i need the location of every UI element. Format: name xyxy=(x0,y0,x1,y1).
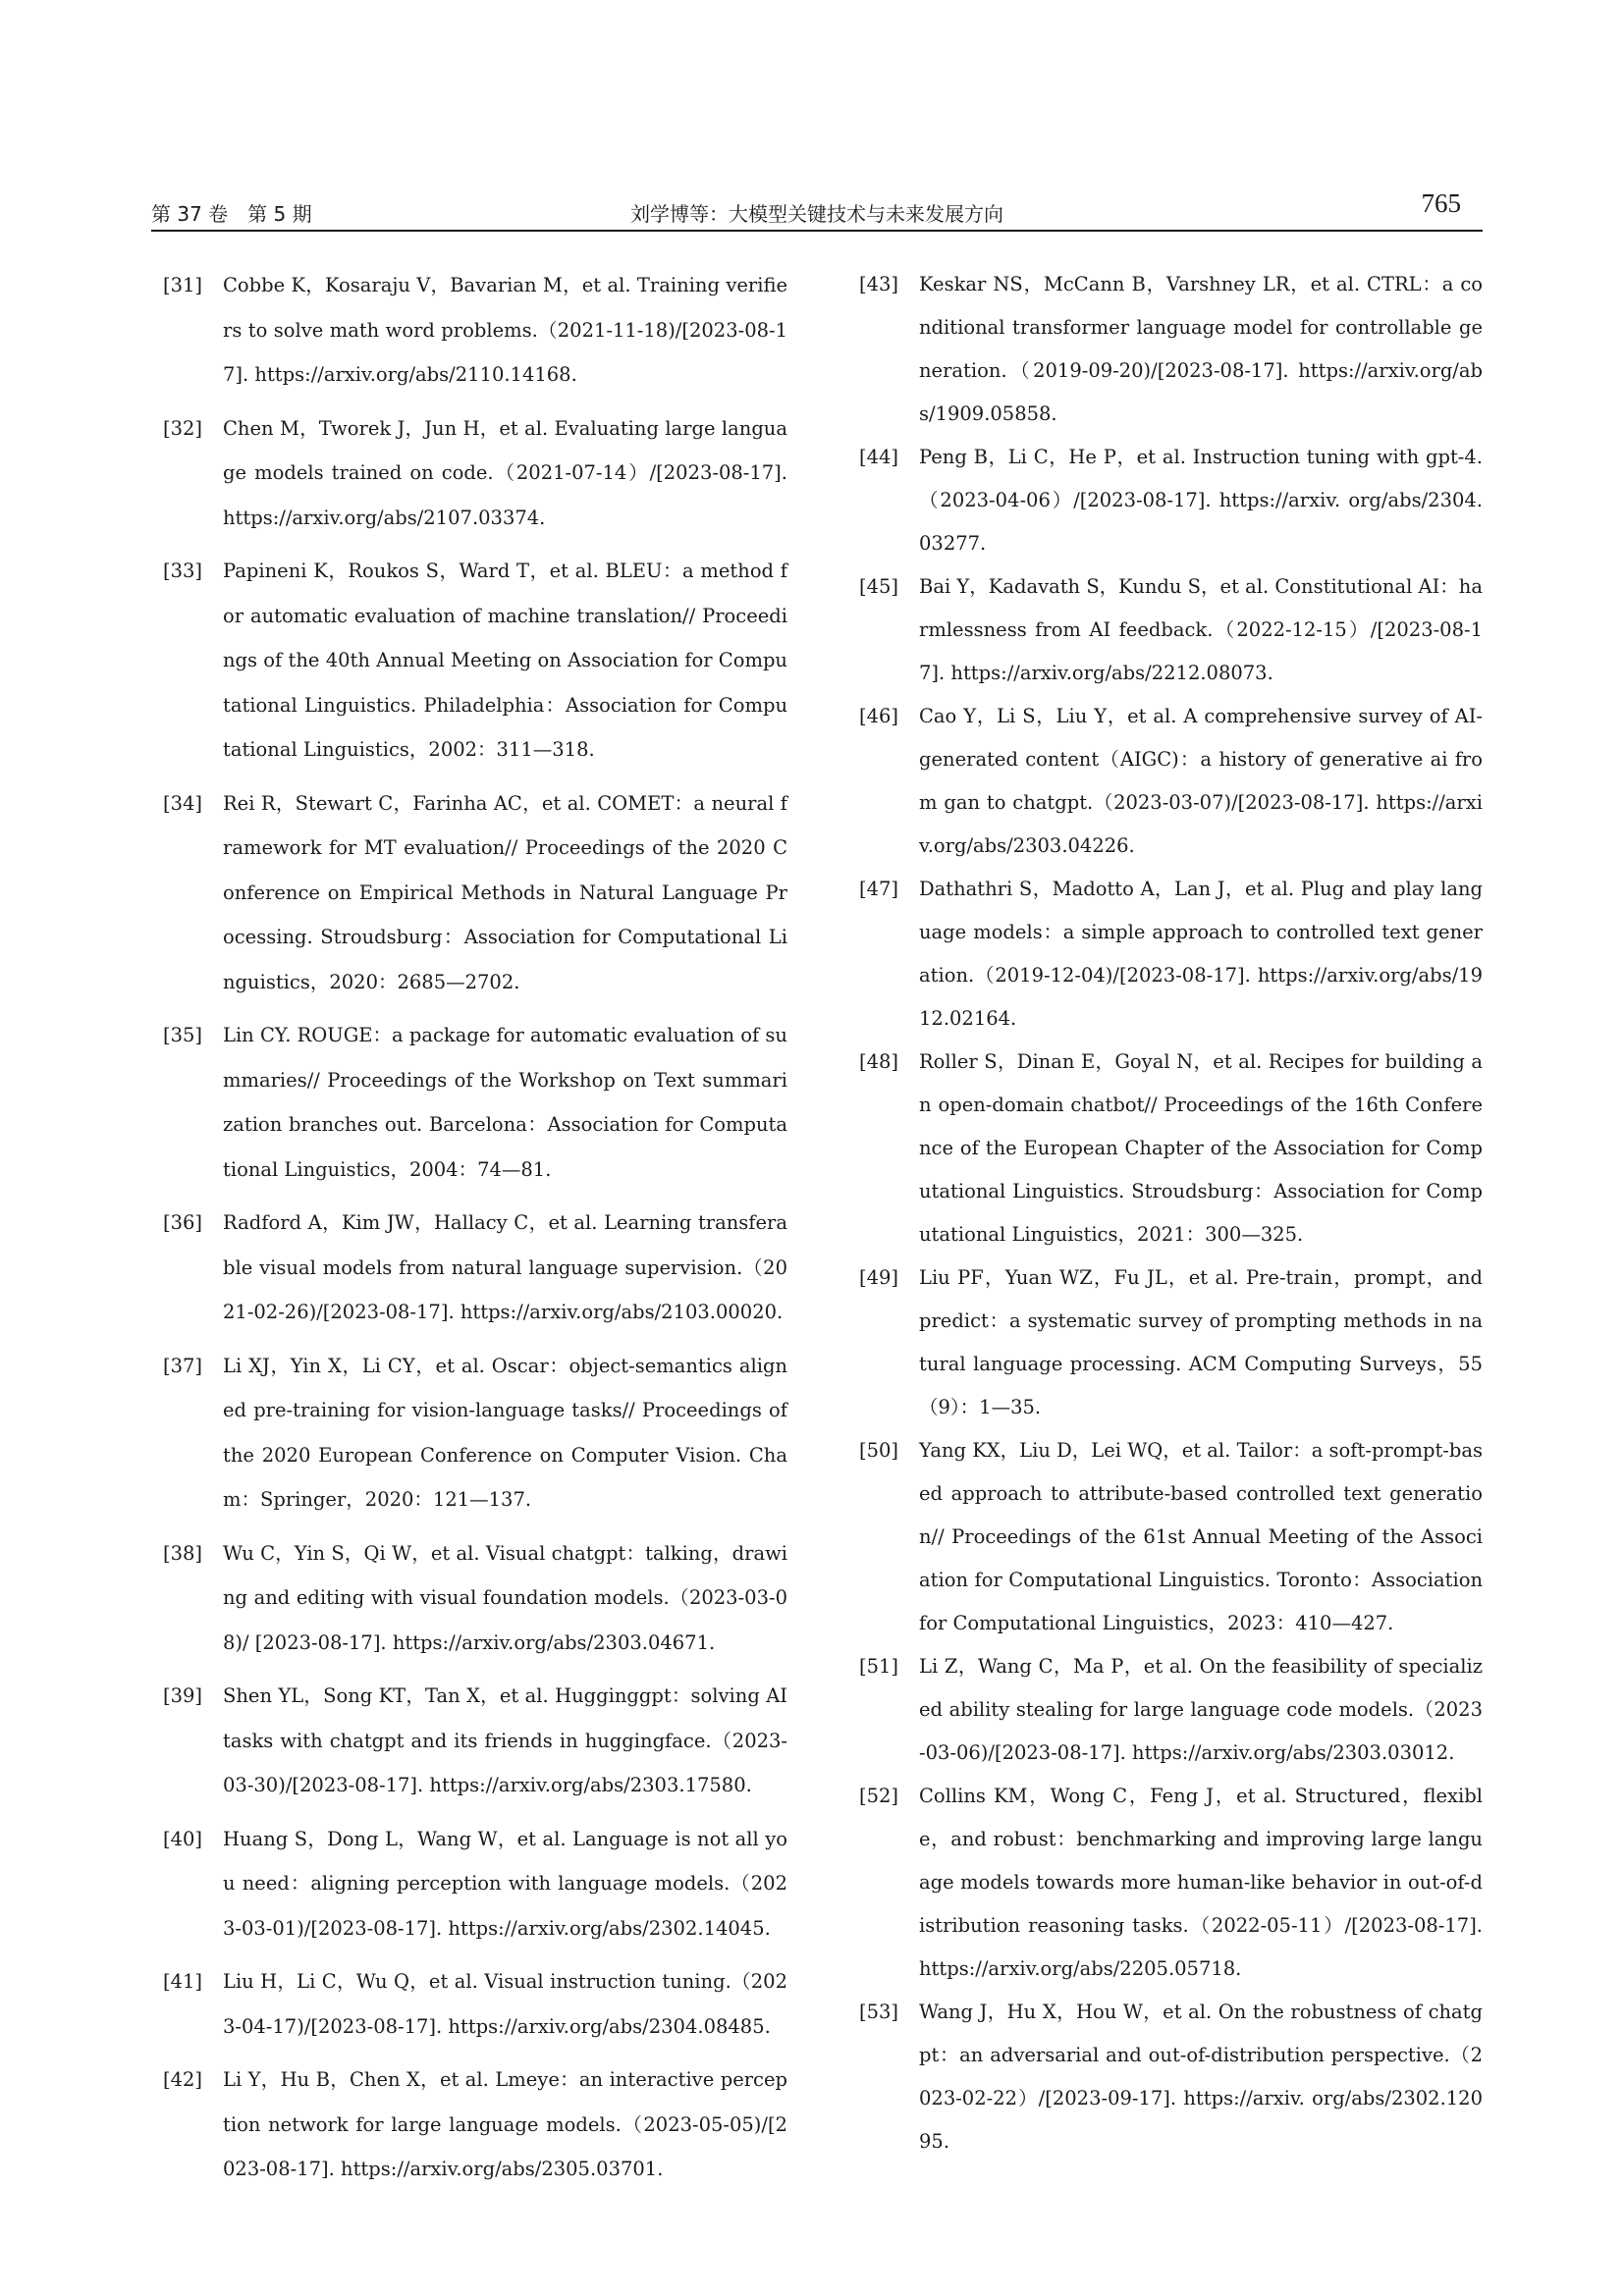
reference-item xyxy=(163,549,787,773)
reference-item xyxy=(859,695,1483,868)
reference-number: [39] xyxy=(163,1684,203,1707)
reference-item xyxy=(859,1645,1483,1775)
reference-item xyxy=(163,1531,787,1666)
reference-number: [45] xyxy=(859,575,899,598)
reference-number: [46] xyxy=(859,705,899,727)
reference-item xyxy=(163,781,787,1005)
reference-number: [42] xyxy=(163,2068,203,2091)
reference-item xyxy=(859,565,1483,695)
reference-text: Rei R，Stewart C，Farinha AC，et al. COMET：a neural framework for MT evaluation// Proceedings of the 2020 Conference on Empirical Methods in Natural Language Processing. Stroudsburg：Association for Computational Linguistics，2020：2685—2702. xyxy=(223,791,787,993)
reference-item xyxy=(859,1041,1483,1256)
page-number: 765 xyxy=(1421,188,1461,218)
reference-text: Collins KM，Wong C，Feng J，et al. Structured，flexible，and robust：benchmarking and improving large language models towards more human-like behavior in out-of-distribution reasoning tasks.（2022-05-11）/[2023-08-17]. https://arxiv.org/abs/2205.05718. xyxy=(919,1785,1483,1980)
reference-text: Wu C，Yin S，Qi W，et al. Visual chatgpt：talking，drawing and editing with visual foundation models.（2023-03-08)/ [2023-08-17]. https://arxiv.org/abs/2303.04671. xyxy=(223,1541,787,1654)
reference-item xyxy=(859,1429,1483,1645)
reference-number: [52] xyxy=(859,1785,899,1807)
reference-number: [37] xyxy=(163,1354,203,1377)
reference-text: Li Y，Hu B，Chen X，et al. Lmeye：an interactive perception network for large language models.（2023-05-05)/[2023-08-17]. https://arxiv.org/abs/2305.03701. xyxy=(223,2068,787,2180)
reference-text: Shen YL，Song KT，Tan X，et al. Hugginggpt：solving AI tasks with chatgpt and its friends in huggingface.（2023-03-30)/[2023-08-17]. https://arxiv.org/abs/2303.17580. xyxy=(223,1684,787,1796)
reference-item xyxy=(163,1674,787,1808)
reference-item xyxy=(859,1991,1483,2163)
reference-number: [48] xyxy=(859,1050,899,1073)
reference-number: [47] xyxy=(859,878,899,900)
reference-number: [31] xyxy=(163,274,203,296)
reference-item xyxy=(859,1256,1483,1429)
running-title: 刘学博等：大模型关键技术与未来发展方向 xyxy=(630,202,1003,226)
reference-text: Lin CY. ROUGE：a package for automatic evaluation of summaries// Proceedings of the Workshop on Text summarization branches out. Barcelona：Association for Computational Linguistics，2004：74—81. xyxy=(223,1024,787,1181)
reference-text: Liu H，Li C，Wu Q，et al. Visual instruction tuning.（2023-04-17)/[2023-08-17]. https://arxiv.org/abs/2304.08485. xyxy=(223,1970,787,2038)
reference-item xyxy=(163,1013,787,1192)
reference-text: Huang S，Dong L，Wang W，et al. Language is not all you need：aligning perception with language models.（2023-03-01)/[2023-08-17]. https://arxiv.org/abs/2302.14045. xyxy=(223,1827,787,1940)
reference-item xyxy=(163,406,787,541)
reference-item xyxy=(859,868,1483,1041)
reference-text: Bai Y，Kadavath S，Kundu S，et al. Constitutional AI：harmlessness from AI feedback.（2022-12-15）/[2023-08-17]. https://arxiv.org/abs/2212.08073. xyxy=(919,575,1483,684)
reference-number: [38] xyxy=(163,1541,203,1565)
references-right-column xyxy=(859,263,1483,2163)
reference-item xyxy=(163,263,787,398)
reference-number: [49] xyxy=(859,1266,899,1289)
reference-item xyxy=(859,263,1483,436)
reference-text: Liu PF，Yuan WZ，Fu JL，et al. Pre-train，prompt，and predict：a systematic survey of prompting methods in natural language processing. ACM Computing Surveys，55（9）：1—35. xyxy=(919,1266,1483,1418)
reference-text: Yang KX，Liu D，Lei WQ，et al. Tailor：a soft-prompt-based approach to attribute-based controlled text generation// Proceedings of the 61st Annual Meeting of the Association for Computational Linguistics. Toronto：Association for Computational Linguistics，2023：410—427. xyxy=(919,1439,1483,1634)
reference-item xyxy=(163,1959,787,2049)
reference-text: Cobbe K，Kosaraju V，Bavarian M，et al. Training verifiers to solve math word problems.（2021-11-18)/[2023-08-17]. https://arxiv.org/abs/2110.14168. xyxy=(223,274,787,386)
reference-text: Papineni K，Roukos S，Ward T，et al. BLEU：a method for automatic evaluation of machine translation// Proceedings of the 40th Annual Meeting on Association for Computational Linguistics. Philadelphia：Association for Computational Linguistics，2002：311—318. xyxy=(223,560,787,761)
reference-item xyxy=(163,1344,787,1522)
reference-number: [36] xyxy=(163,1211,203,1234)
reference-item xyxy=(859,436,1483,565)
reference-item xyxy=(163,2057,787,2192)
references-left-column xyxy=(163,263,787,2201)
reference-item xyxy=(859,1775,1483,1991)
reference-text: Roller S，Dinan E，Goyal N，et al. Recipes for building an open-domain chatbot// Proceedings of the 16th Conference of the European Chapter of the Association for Computational Linguistics. Stroudsburg：Association for Computational Linguistics，2021：300—325. xyxy=(919,1050,1483,1246)
running-header xyxy=(151,190,1483,232)
reference-text: Wang J，Hu X，Hou W，et al. On the robustness of chatgpt：an adversarial and out-of-distribution perspective.（2023-02-22）/[2023-09-17]. https://arxiv. org/abs/2302.12095. xyxy=(919,2001,1483,2153)
reference-text: Radford A，Kim JW，Hallacy C，et al. Learning transferable visual models from natural language supervision.（2021-02-26)/[2023-08-17]. https://arxiv.org/abs/2103.00020. xyxy=(223,1211,787,1323)
reference-number: [53] xyxy=(859,2001,899,2023)
reference-item xyxy=(163,1817,787,1951)
reference-text: Li Z，Wang C，Ma P，et al. On the feasibility of specialized ability stealing for large language code models.（2023-03-06)/[2023-08-17]. https://arxiv.org/abs/2303.03012. xyxy=(919,1655,1483,1764)
reference-number: [50] xyxy=(859,1439,899,1462)
reference-number: [32] xyxy=(163,416,203,440)
reference-text: Peng B，Li C，He P，et al. Instruction tuning with gpt-4.（2023-04-06）/[2023-08-17]. https://arxiv. org/abs/2304.03277. xyxy=(919,446,1483,555)
reference-text: Cao Y，Li S，Liu Y，et al. A comprehensive survey of AI-generated content（AIGC)：a history of generative ai from gan to chatgpt.（2023-03-07)/[2023-08-17]. https://arxiv.org/abs/2303.04226. xyxy=(919,705,1483,857)
reference-number: [40] xyxy=(163,1827,203,1850)
reference-text: Chen M，Tworek J，Jun H，et al. Evaluating large language models trained on code.（2021-07-14）/[2023-08-17]. https://arxiv.org/abs/2107.03374. xyxy=(223,416,787,529)
reference-text: Li XJ，Yin X，Li CY，et al. Oscar：object-semantics aligned pre-training for vision-language tasks// Proceedings of the 2020 European Conference on Computer Vision. Cham：Springer，2020：121—137. xyxy=(223,1354,787,1511)
reference-text: Dathathri S，Madotto A，Lan J，et al. Plug and play language models：a simple approach to controlled text generation.（2019-12-04)/[2023-08-17]. https://arxiv.org/abs/1912.02164. xyxy=(919,878,1483,1030)
reference-number: [41] xyxy=(163,1970,203,1993)
reference-number: [51] xyxy=(859,1655,899,1678)
reference-text: Keskar NS，McCann B，Varshney LR，et al. CTRL：a conditional transformer language model for controllable generation.（2019-09-20)/[2023-08-17]. https://arxiv.org/abs/1909.05858. xyxy=(919,273,1483,425)
reference-item xyxy=(163,1201,787,1335)
reference-number: [44] xyxy=(859,446,899,468)
reference-number: [43] xyxy=(859,273,899,295)
journal-volume-issue: 第 37 卷 第 5 期 xyxy=(151,202,312,226)
reference-number: [33] xyxy=(163,560,203,582)
reference-number: [34] xyxy=(163,791,203,815)
reference-number: [35] xyxy=(163,1024,203,1046)
